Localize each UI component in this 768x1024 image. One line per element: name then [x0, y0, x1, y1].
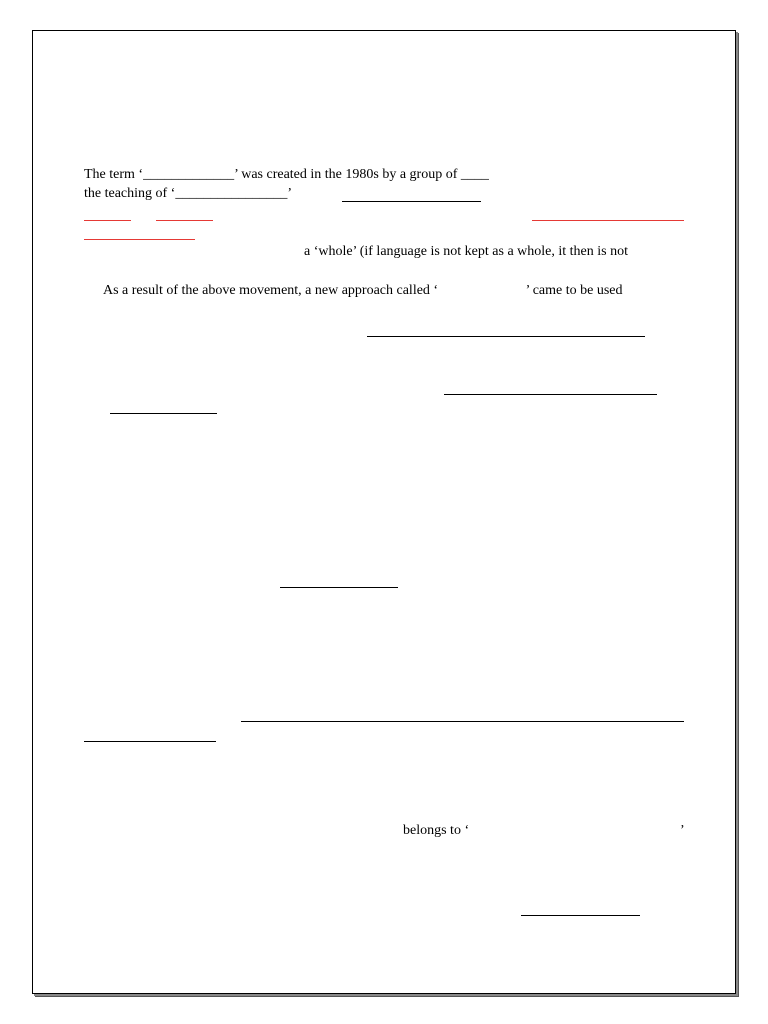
- blank-line[interactable]: [110, 413, 217, 414]
- term-sentence: The term ‘_____________’ was created in the 1980s by a group of ____: [84, 167, 489, 182]
- red-blank-line[interactable]: [84, 239, 195, 240]
- teaching-sentence: the teaching of ‘________________’: [84, 186, 293, 201]
- approach-sentence: As a result of the above movement, a new approach called ‘ ’ came to be used: [103, 283, 623, 298]
- blank-line[interactable]: [342, 201, 481, 202]
- blank-line[interactable]: [367, 336, 645, 337]
- blank-line[interactable]: [241, 721, 684, 722]
- blank-line[interactable]: [444, 394, 657, 395]
- blank-line[interactable]: [84, 741, 216, 742]
- blank-line[interactable]: [521, 915, 640, 916]
- belongs-to-close-quote: ’: [680, 823, 685, 838]
- red-blank-line[interactable]: [156, 220, 213, 221]
- belongs-to-text: belongs to ‘: [403, 823, 470, 838]
- blank-line[interactable]: [280, 587, 398, 588]
- red-blank-line[interactable]: [84, 220, 131, 221]
- whole-sentence: a ‘whole’ (if language is not kept as a whole, it then is not: [304, 244, 628, 259]
- red-blank-line[interactable]: [532, 220, 684, 221]
